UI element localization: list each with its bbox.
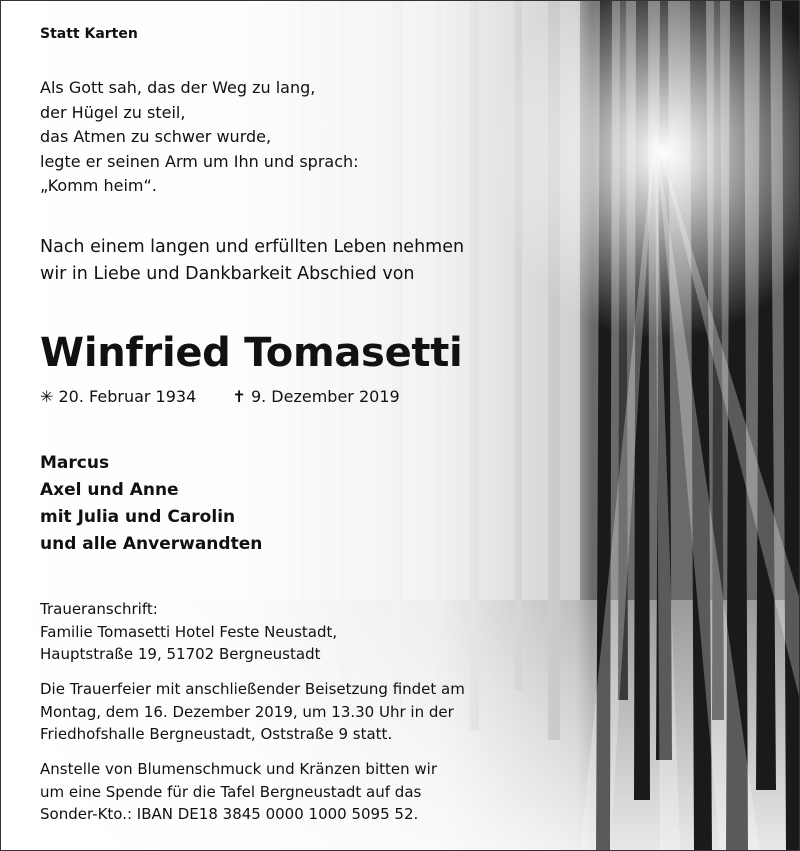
- mourner: mit Julia und Carolin: [40, 507, 236, 527]
- service-line: Montag, dem 16. Dezember 2019, um 13.30 Uhr in der: [40, 702, 454, 721]
- birth-star-icon: ✳: [40, 387, 54, 406]
- poem-line: das Atmen zu schwer wurde,: [40, 127, 272, 146]
- address-line: Familie Tomasetti Hotel Feste Neustadt,: [40, 622, 338, 641]
- death-cross-icon: ✝: [232, 387, 246, 406]
- poem-line: legte er seinen Arm um Ihn und sprach:: [40, 151, 359, 171]
- poem-line: der Hügel zu steil,: [40, 102, 186, 122]
- service-line: Die Trauerfeier mit anschließender Beisetzung findet am: [40, 680, 465, 698]
- poem-line: „Komm heim“.: [40, 176, 157, 195]
- intro-line: wir in Liebe und Dankbarkeit Abschied von: [40, 264, 415, 284]
- donation-line: um eine Spende für die Tafel Bergneustadt auf das: [40, 782, 422, 801]
- address-line: Hauptstraße 19, 51702 Bergneustadt: [40, 645, 321, 663]
- header-statt-karten: Statt Karten: [40, 26, 138, 42]
- mourners-list: [40, 450, 262, 558]
- mourner: Marcus: [40, 453, 110, 473]
- intro-text: [40, 234, 464, 288]
- donation-line: Anstelle von Blumenschmuck und Kränzen bitten wir: [40, 760, 437, 778]
- donation-line: Sonder-Kto.: IBAN DE18 3845 0000 1000 5095 52.: [40, 805, 419, 823]
- life-dates: [40, 387, 400, 406]
- poem-line: Als Gott sah, das der Weg zu lang,: [40, 78, 316, 97]
- intro-line: Nach einem langen und erfüllten Leben nehmen: [40, 237, 465, 257]
- mourning-address: [40, 598, 337, 666]
- mourner: Axel und Anne: [40, 480, 179, 500]
- mourner: und alle Anverwandten: [40, 534, 263, 554]
- service-line: Friedhofshalle Bergneustadt, Oststraße 9 statt.: [40, 725, 393, 743]
- birth-date: 20. Februar 1934: [58, 387, 197, 406]
- donation-info: [40, 758, 437, 826]
- deceased-name: Winfried Tomasetti: [40, 330, 463, 376]
- death-date: 9. Dezember 2019: [250, 387, 400, 406]
- poem: [40, 76, 359, 199]
- address-line: Traueranschrift:: [40, 600, 158, 618]
- funeral-service-info: [40, 678, 465, 746]
